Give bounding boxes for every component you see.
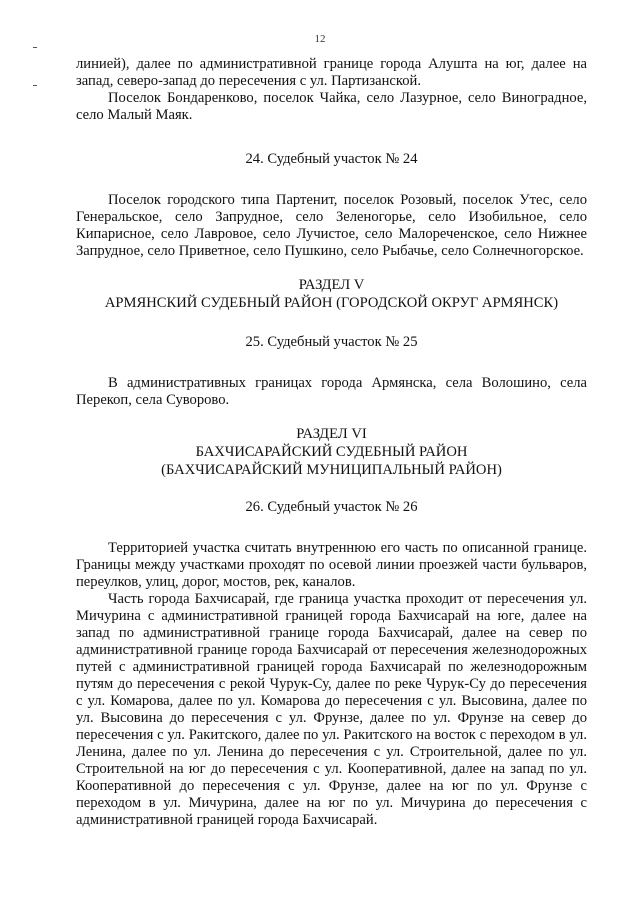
page-number: 12: [314, 33, 326, 45]
plot-26-text-1: Территорией участка считать внутреннюю его часть по описанной границе. Границы между участками проходят по осевой линии проезжей части бульваров, переулков, улиц, дорог, мостов, рек, каналов.: [76, 540, 587, 590]
margin-mark: [33, 85, 37, 86]
plot-24-title: 24. Судебный участок № 24: [245, 151, 418, 167]
plot-26-title: 26. Судебный участок № 26: [245, 499, 418, 515]
section-5-title: РАЗДЕЛ V: [298, 277, 365, 293]
paragraph-continuation: линией), далее по административной границе города Алушта на юг, далее на запад, северо-запад до пересечения с ул. Партизанской.: [76, 56, 587, 89]
paragraph-settlements-23: Поселок Бондаренково, поселок Чайка, село Лазурное, село Виноградное, село Малый Маяк.: [76, 90, 587, 123]
plot-26-text-2: Часть города Бахчисарай, где граница участка проходит от пересечения ул. Мичурина с административной границей города Бахчисарай на юге, далее на запад по административной границе города Бахчисарай, далее на север по административной границе города Бахчисарай от пересечения железнодорожных путей с административной границей города Бахчисарай по железнодорожным путям до пересечения с рекой Чурук-Су, далее по реке Чурук-Су до пересечения с ул. Комарова, далее по ул. Комарова до пересечения с ул. Высовина, далее по ул. Высовина до пересечения с ул. Фрунзе, далее по ул. Фрунзе на север до пересечения с ул. Ракитского, далее по ул. Ракитского на восток с переходом в ул. Ленина, далее по ул. Ленина до пересечения с ул. Строительной, далее по ул. Строительной на юг до пересечения с ул. Кооперативной, далее на запад по ул. Кооперативной до пересечения с ул. Фрунзе, далее на юг по ул. Фрунзе с переходом в ул. Мичурина, далее на юг по ул. Мичурина до пересечения с административной границей города Бахчисарай.: [76, 591, 587, 828]
plot-24-text: Поселок городского типа Партенит, поселок Розовый, поселок Утес, село Генеральское, село Запрудное, село Зеленогорье, село Изобильное, село Кипарисное, село Лавровое, село Лучистое, село Малореченское, село Нижнее Запрудное, село Приветное, село Пушкино, село Рыбачье, село Солнечногорское.: [76, 192, 587, 259]
margin-mark: [33, 47, 37, 48]
plot-25-title: 25. Судебный участок № 25: [245, 334, 418, 350]
section-6-subtitle-2: (БАХЧИСАРАЙСКИЙ МУНИЦИПАЛЬНЫЙ РАЙОН): [161, 462, 502, 478]
section-6-heading: [76, 425, 587, 479]
plot-25-text: В административных границах города Армянска, села Волошино, села Перекоп, села Суворово.: [76, 375, 587, 408]
section-5-subtitle: АРМЯНСКИЙ СУДЕБНЫЙ РАЙОН (ГОРОДСКОЙ ОКРУГ АРМЯНСК): [104, 295, 559, 311]
section-6-subtitle: БАХЧИСАРАЙСКИЙ СУДЕБНЫЙ РАЙОН: [195, 444, 468, 460]
document-body: [76, 56, 587, 829]
section-6-title: РАЗДЕЛ VI: [296, 426, 367, 442]
section-5-heading: [76, 276, 587, 312]
